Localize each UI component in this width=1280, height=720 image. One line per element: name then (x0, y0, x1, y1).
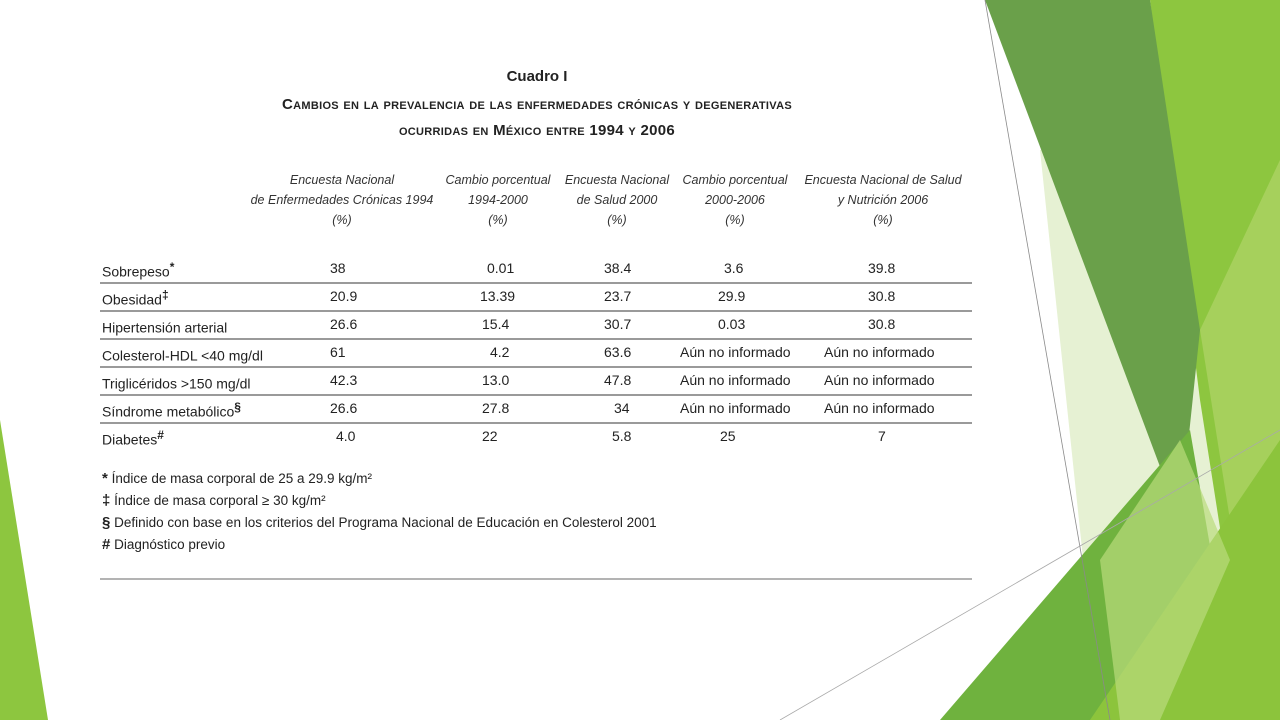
table-figure (98, 64, 976, 584)
table-cell: 25 (720, 428, 736, 444)
table-cell: 61 (330, 344, 346, 360)
column-header-line: (%) (488, 213, 508, 227)
table-title: Cuadro I (506, 68, 568, 85)
column-header-line: (%) (725, 213, 745, 227)
table-cell: 0.03 (718, 316, 746, 332)
table-cell: 15.4 (482, 316, 510, 332)
table-cell: 34 (614, 400, 630, 416)
footnote-marker: § (102, 514, 111, 531)
table-cell: 20.9 (330, 288, 358, 304)
table-subtitle-line1: Cambios en la prevalencia de las enfermedades crónicas y degenerativas (282, 96, 792, 113)
table-cell: 7 (878, 428, 886, 444)
table-cell: 23.7 (604, 288, 632, 304)
table-cell: 5.8 (612, 428, 632, 444)
footnote-text: Índice de masa corporal ≥ 30 kg/m² (114, 493, 326, 508)
table-cell: Aún no informado (824, 400, 935, 416)
column-header-ENSA-2000 (558, 170, 676, 230)
row-label-text: Síndrome metabólico (102, 403, 235, 420)
column-header-line: de Enfermedades Crónicas 1994 (250, 193, 434, 207)
row-divider (100, 310, 972, 312)
table-subtitle-line2: ocurridas en México entre 1994 y 2006 (398, 122, 676, 139)
table-cell: 42.3 (330, 372, 358, 388)
column-header-line: 2000-2006 (705, 193, 765, 207)
footnote-text: Índice de masa corporal de 25 a 29.9 kg/m² (111, 471, 373, 486)
column-header-ENEC-1994 (242, 170, 442, 230)
table-cell: 26.6 (330, 400, 358, 416)
table-cell: 30.8 (868, 316, 896, 332)
row-label-text: Triglicéridos >150 mg/dl (102, 375, 251, 392)
table-cell: 38.4 (604, 260, 632, 276)
column-header-line: Encuesta Nacional (289, 173, 395, 187)
column-header-change-1994-2000 (438, 170, 558, 230)
table-cell: 30.8 (868, 288, 896, 304)
table-cell: Aún no informado (680, 344, 791, 360)
footnote-marker: * (169, 260, 175, 274)
row-label-colesterol-hdl (102, 344, 263, 364)
footnote-text: Definido con base en los criterios del Programa Nacional de Educación en Colesterol 2001 (114, 515, 657, 530)
table-cell: 4.2 (490, 344, 510, 360)
row-label-diabetes (102, 428, 164, 448)
row-label-text: Hipertensión arterial (102, 319, 228, 336)
column-header-ENSANUT-2006 (798, 170, 968, 230)
table-cell: 47.8 (604, 372, 632, 388)
footnote-diabetes (102, 536, 225, 553)
row-label-obesidad (102, 288, 169, 308)
row-divider (100, 394, 972, 396)
table-cell: 26.6 (330, 316, 358, 332)
column-header-line: de Salud 2000 (576, 193, 658, 207)
table-cell: Aún no informado (680, 372, 791, 388)
table-cell: 38 (330, 260, 346, 276)
table-cell: 13.0 (482, 372, 510, 388)
table-cell: 29.9 (718, 288, 746, 304)
column-header-line: 1994-2000 (468, 193, 528, 207)
table-bottom-rule (100, 578, 972, 580)
row-label-sobrepeso (102, 260, 174, 280)
column-header-line: (%) (607, 213, 627, 227)
row-label-trigliceridos (102, 372, 251, 392)
column-header-line: Encuesta Nacional (564, 173, 670, 187)
footnote-metabolic (102, 514, 657, 531)
footnote-marker: # (102, 536, 111, 553)
table-cell: 30.7 (604, 316, 632, 332)
table-cell: 39.8 (868, 260, 896, 276)
column-header-line: Encuesta Nacional de Salud (804, 173, 962, 187)
table-cell: Aún no informado (680, 400, 791, 416)
column-header-line: Cambio porcentual (682, 173, 788, 187)
table-cell: 22 (482, 428, 498, 444)
column-header-line: (%) (873, 213, 893, 227)
table-cell: 27.8 (482, 400, 510, 416)
table-cell: 0.01 (487, 260, 515, 276)
row-label-text: Colesterol-HDL <40 mg/dl (102, 347, 263, 364)
footnote-obesity (102, 492, 326, 509)
row-label-sindrome-metabolico (102, 400, 241, 420)
row-label-text: Obesidad (102, 291, 162, 308)
column-header-line: Cambio porcentual (445, 173, 551, 187)
row-divider (100, 338, 972, 340)
footnote-overweight (102, 470, 372, 487)
table-cell: Aún no informado (824, 372, 935, 388)
footnote-marker: § (234, 400, 241, 414)
row-divider (100, 422, 972, 424)
footnote-text: Diagnóstico previo (114, 537, 226, 552)
row-label-text: Diabetes (102, 431, 158, 448)
column-header-change-2000-2006 (676, 170, 794, 230)
footnote-marker: ‡ (102, 492, 111, 509)
row-label-hipertension (102, 316, 227, 336)
table-cell: 3.6 (724, 260, 744, 276)
table-cell: 13.39 (480, 288, 516, 304)
row-label-text: Sobrepeso (102, 263, 170, 280)
table-cell: 63.6 (604, 344, 632, 360)
row-divider (100, 366, 972, 368)
left-accent-shape (0, 420, 48, 720)
footnote-marker: # (157, 428, 164, 442)
column-header-line: (%) (332, 213, 352, 227)
table-cell: 4.0 (336, 428, 356, 444)
footnote-marker: ‡ (161, 288, 169, 302)
column-header-line: y Nutrición 2006 (837, 193, 929, 207)
row-divider (100, 282, 972, 284)
footnote-marker: * (102, 470, 108, 487)
table-cell: Aún no informado (824, 344, 935, 360)
